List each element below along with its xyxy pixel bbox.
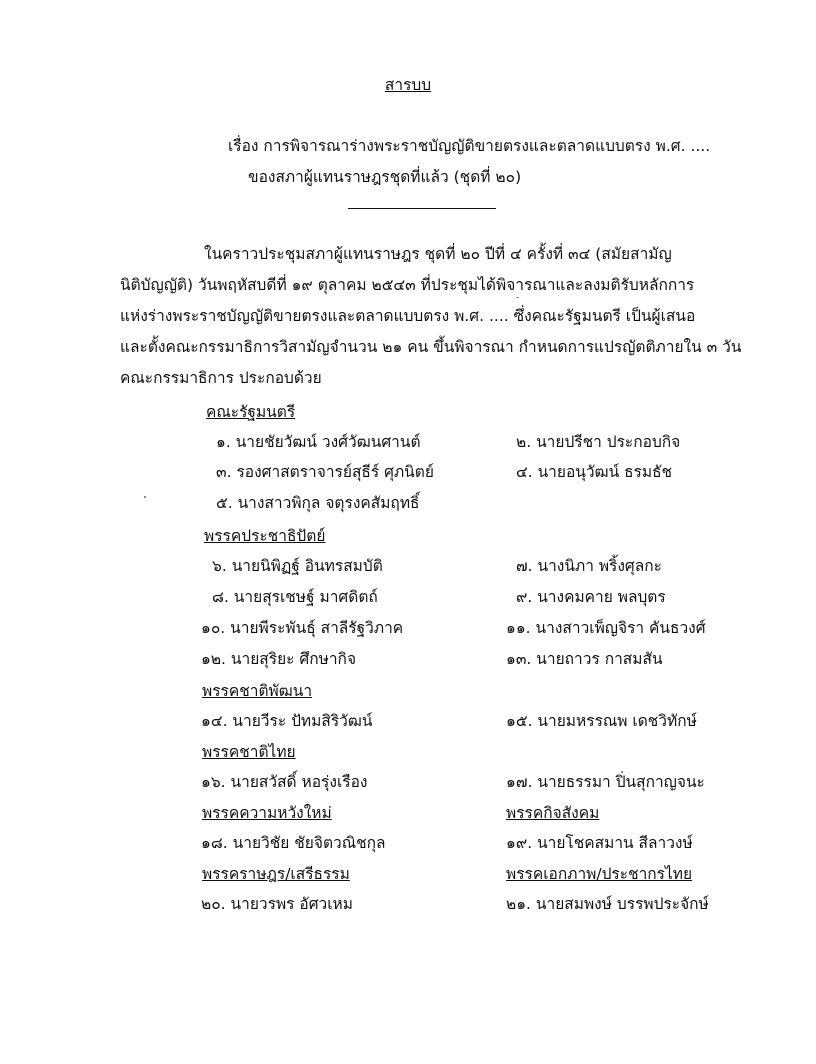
member-19: ๑๙. นายโชคสมาน สีลาวงษ์: [506, 834, 693, 852]
member-15: ๑๕. นายมหรรณพ เดชวิทักษ์: [506, 712, 697, 730]
member-8: ๘. นายสุรเชษฐ์ มาศดิตถ์: [212, 588, 378, 606]
member-16: ๑๖. นายสวัสดิ์ หอรุ่งเรือง: [201, 773, 368, 791]
paragraph-line-3: แห่งร่างพระราชบัญญัติขายตรงและตลาดแบบตรง พ.ศ. .... ซึ่งคณะรัฐมนตรี เป็นผู้เสนอ: [120, 307, 696, 325]
group-heading-chart-thai: พรรคชาติไทย: [202, 743, 296, 761]
member-17: ๑๗. นายธรรมา ปิ่นสุกาญจนะ: [506, 773, 705, 791]
group-heading-new-aspiration: พรรคความหวังใหม่: [202, 804, 332, 822]
subject-line-2: ของสภาผู้แทนราษฎรชุดที่แล้ว (ชุดที่ ๒๐): [248, 168, 522, 186]
page-title: สารบบ: [384, 76, 432, 94]
group-heading-cabinet: คณะรัฐมนตรี: [206, 403, 296, 421]
member-3: ๓. รองศาสตราจารย์สุธีร์ ศุภนิตย์: [216, 463, 434, 481]
member-18: ๑๘. นายวิชัย ชัยจิตวณิชกุล: [201, 834, 386, 852]
paragraph-line-4: และตั้งคณะกรรมาธิการวิสามัญจำนวน ๒๑ คน ขึ้นพิจารณา กำหนดการแปรญัตติภายใน ๓ วัน: [120, 338, 742, 356]
group-heading-ratsadon-seritham: พรรคราษฎร/เสรีธรรม: [202, 865, 350, 883]
member-11: ๑๑. นางสาวเพ็ญจิรา คันธวงศ์: [506, 619, 706, 637]
group-heading-ekkaphap-prachakorn-thai: พรรคเอกภาพ/ประชากรไทย: [506, 865, 693, 883]
member-4: ๔. นายอนุวัฒน์ ธรมธัช: [516, 463, 673, 481]
member-2: ๒. นายปรีชา ประกอบกิจ: [516, 433, 681, 451]
member-10: ๑๐. นายพีระพันธุ์ สาลีรัฐวิภาค: [201, 619, 404, 637]
member-7: ๗. นางนิภา พริ้งศุลกะ: [516, 557, 662, 575]
member-1: ๑. นายชัยวัฒน์ วงศ์วัฒนศานต์: [216, 433, 421, 451]
group-heading-democrat: พรรคประชาธิปัตย์: [204, 527, 326, 545]
paragraph-line-1: ในคราวประชุมสภาผู้แทนราษฎร ชุดที่ ๒๐ ปีที่ ๔ ครั้งที่ ๓๔ (สมัยสามัญ: [204, 245, 672, 263]
scan-speck: [516, 297, 519, 298]
member-5: ๕. นางสาวพิกุล จตุรงคสัมฤทธิ์: [216, 494, 420, 512]
subject-line-1: เรื่อง การพิจารณาร่างพระราชบัญญัติขายตรงและตลาดแบบตรง พ.ศ. ....: [228, 137, 711, 155]
member-21: ๒๑. นายสมพงษ์ บรรพประจักษ์: [506, 895, 709, 913]
paragraph-line-2: นิติบัญญัติ) วันพฤหัสบดีที่ ๑๙ ตุลาคม ๒๕๔๓ ที่ประชุมได้พิจารณาและลงมติรับหลักการ: [120, 276, 695, 294]
member-20: ๒๐. นายวรพร อัศวเหม: [201, 895, 353, 913]
member-6: ๖. นายนิพิฏฐ์ อินทรสมบัติ: [212, 557, 383, 575]
paragraph-line-5: คณะกรรมาธิการ ประกอบด้วย: [120, 369, 322, 387]
scan-speck: [144, 496, 146, 498]
member-13: ๑๓. นายถาวร กาสมสัน: [506, 650, 663, 668]
member-12: ๑๒. นายสุริยะ ศึกษากิจ: [201, 650, 357, 668]
group-heading-chart-pattana: พรรคชาติพัฒนา: [202, 682, 313, 700]
divider-line: [348, 208, 496, 209]
group-heading-social-action: พรรคกิจสังคม: [506, 804, 600, 822]
member-14: ๑๔. นายวีระ ปัทมสิริวัฒน์: [201, 712, 373, 730]
member-9: ๙. นางคมคาย พลบุตร: [516, 588, 666, 606]
